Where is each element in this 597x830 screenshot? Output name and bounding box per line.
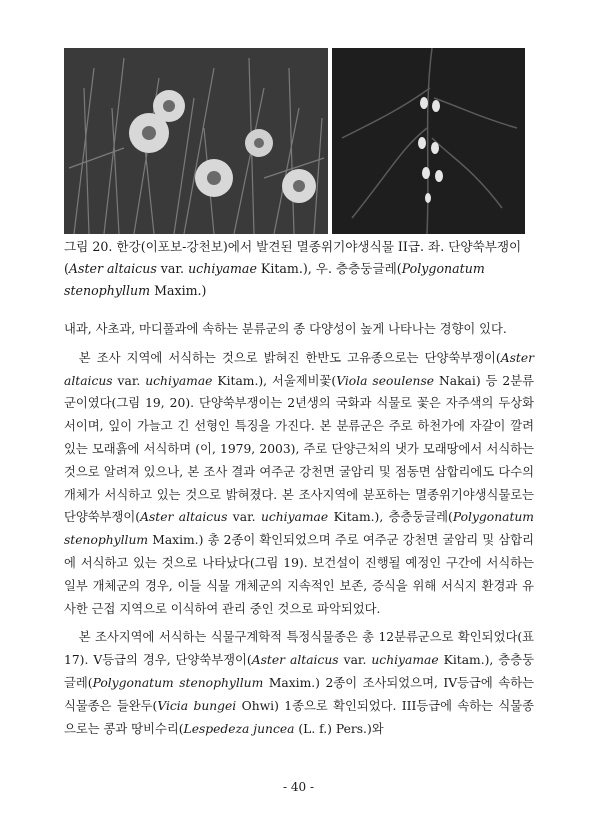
caption-text: 그림 20. 한강(이포보-강천보)에서 발견된 멸종위기야생식물 II급. 좌. 단양쑥부쟁이( bbox=[64, 239, 522, 276]
caption-text: var. bbox=[156, 261, 189, 276]
caption-text: Kitam.), 우. 층층둥글레( bbox=[256, 261, 402, 276]
page-number: - 40 - bbox=[282, 780, 314, 794]
species-name: uchiyamae bbox=[188, 261, 257, 276]
polygonatum-photo bbox=[332, 48, 525, 234]
aster-photo bbox=[64, 48, 328, 234]
paragraph: 내과, 사초과, 마디풀과에 속하는 분류군의 종 다양성이 높게 나타나는 경향이 있다. bbox=[64, 322, 507, 336]
caption-text: Maxim.) bbox=[150, 283, 207, 298]
figure-caption bbox=[64, 236, 534, 302]
paragraph: 본 조사 지역에 서식하는 것으로 밝혀진 한반도 고유종으로는 단양쑥부쟁이(Aster altaicus var. uchiyamae Kitam.), 서울제비꽃(Viola seoulense Nakai) 등 2분류군이였다(그림 19, 20). 단양쑥부쟁이는 2년생의 국화과 식물로 꽃은 자주색의 두상화서이며, 잎이 가늘고 긴 선형인 특징을 가진다. 본 분류군은 주로 하천가에 자갈이 깔려있는 모래흙에 서식하며 (이, 1979, 2003), 주로 단양근처의 냇가 모래땅에서 서식하는 것으로 알려져 있으나, 본 조사 결과 여주군 강천면 굴암리 및 점동면 삼합리에도 다수의 개체가 서식하고 있는 것으로 밝혀졌다. 본 조사지역에 분포하는 멸종위기야생식물로는 단양쑥부쟁이(Aster altaicus var. uchiyamae Kitam.), 층층둥글레(Polygonatum stenophyllum Maxim.) 총 2종이 확인되었으며 주로 여주군 강천면 굴암리 및 삼합리에 서식하고 있는 것으로 나타났다(그림 19). 보건설이 진행될 예정인 구간에 서식하는 일부 개체군의 경우, 이들 식물 개체군의 지속적인 보존, 증식을 위해 서식지 환경과 유사한 근접 지역으로 이식하여 관리 중인 것으로 파악되었다. bbox=[64, 350, 534, 616]
body-text bbox=[64, 318, 534, 740]
species-name: Aster altaicus bbox=[68, 261, 157, 276]
paragraph: 본 조사지역에 서식하는 식물구계학적 특정식물종은 총 12분류군으로 확인되었다(표 17). V등급의 경우, 단양쑥부쟁이(Aster altaicus var. uchiyamae Kitam.), 층층둥글레(Polygonatum stenophyllum Maxim.) 2종이 조사되었으며, IV등급에 속하는 식물종은 들완두(Vicia bungei Ohwi) 1종으로 확인되었다. III등급에 속하는 식물종으로는 콩과 땅비수리(Lespedeza juncea (L. f.) Pers.)와 bbox=[64, 630, 534, 736]
species-name: Polygonatum stenophyllum bbox=[64, 261, 485, 298]
